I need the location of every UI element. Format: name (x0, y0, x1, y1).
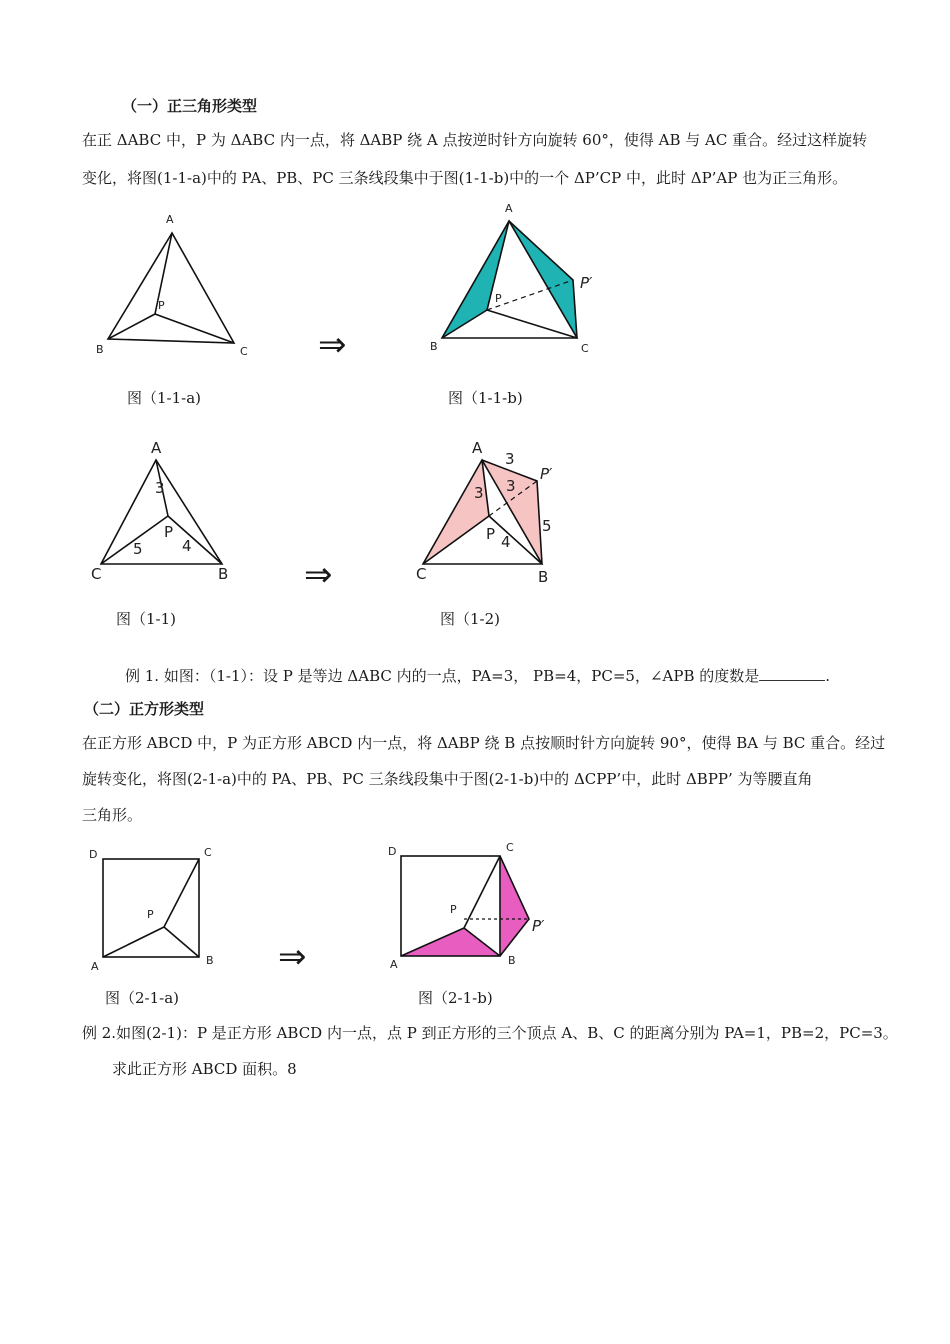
vertex-b-label: B (218, 565, 229, 583)
vertex-a-label: A (151, 439, 162, 457)
point-p-label: P (450, 903, 457, 916)
vertex-d-label: D (89, 848, 98, 861)
arrow-3: ⇒ (278, 937, 307, 977)
length-ap-prime-label: 3 (505, 450, 515, 468)
point-p-label: P (486, 525, 496, 543)
section1-line1: 在正 ΔABC 中，P 为 ΔABC 内一点，将 ΔABP 绕 A 点按逆时针方向旋转 60°，使得 AB 与 AC 重合。经过这样旋转 (82, 131, 868, 149)
vertex-c-label: C (204, 846, 212, 859)
figure-1-1-a-caption: 图（1-1-a) (127, 389, 202, 407)
example2-line1: 例 2.如图(2-1)：P 是正方形 ABCD 内一点，点 P 到正方形的三个顶点 A、B、C 的距离分别为 PA=1，PB=2，PC=3。 (82, 1024, 898, 1042)
figure-1-1-b (425, 198, 615, 363)
example1-body: 例 1. 如图：（1-1）：设 P 是等边 ΔABC 内的一点，PA=3， PB=4，PC=5，∠APB 的度数是 (125, 667, 760, 685)
vertex-a-label: A (390, 958, 398, 971)
section2-line1: 在正方形 ABCD 中，P 为正方形 ABCD 内一点，将 ΔABP 绕 B 点按顺时针方向旋转 90°，使得 BA 与 BC 重合。经过 (82, 734, 886, 752)
vertex-b-label: B (96, 343, 104, 356)
figure-2-1-a (86, 845, 226, 975)
example2-line2: 求此正方形 ABCD 面积。8 (112, 1060, 297, 1078)
answer-blank (759, 666, 825, 681)
vertex-c-label: C (240, 345, 248, 358)
section2-heading: （二）正方形类型 (84, 700, 205, 718)
figure-1-2-caption: 图（1-2) (440, 610, 501, 628)
vertex-b-label: B (430, 340, 438, 353)
point-p-label: P (495, 292, 502, 305)
figure-1-1-a (90, 205, 260, 365)
vertex-b-label: B (538, 568, 549, 586)
vertex-b-label: B (206, 954, 214, 967)
length-pa-label: 3 (155, 479, 165, 497)
length-pb-label: 4 (501, 533, 511, 551)
figure-2-1-b (384, 838, 564, 978)
figure-2-1-a-caption: 图（2-1-a) (105, 989, 180, 1007)
figure-2-1-b-caption: 图（2-1-b) (418, 989, 493, 1007)
figure-1-2 (410, 436, 580, 591)
vertex-c-label: C (416, 565, 427, 583)
point-p-label: P (158, 299, 165, 312)
length-ap-label: 3 (474, 484, 484, 502)
point-p-prime-label: P′ (540, 465, 553, 483)
section2-line2: 旋转变化，将图(2-1-a)中的 PA、PB、PC 三条线段集中于图(2-1-b)中的 ΔCPP’中，此时 ΔBPP’ 为等腰直角 (82, 770, 813, 788)
figure-1-1-caption: 图（1-1) (116, 610, 177, 628)
length-pc-label: 5 (133, 540, 143, 558)
vertex-d-label: D (388, 845, 397, 858)
arrow-2: ⇒ (304, 555, 333, 595)
vertex-a-label: A (91, 960, 99, 973)
section1-line2: 变化，将图(1-1-a)中的 PA、PB、PC 三条线段集中于图(1-1-b)中的一个 ΔP’CP 中，此时 ΔP’AP 也为正三角形。 (82, 169, 848, 187)
vertex-a-label: A (166, 213, 174, 226)
length-pb-label: 4 (182, 537, 192, 555)
vertex-c-label: C (91, 565, 102, 583)
length-p-prime-b-label: 5 (542, 517, 552, 535)
example1-end: . (825, 667, 831, 685)
example1-text (125, 666, 830, 686)
vertex-a-label: A (472, 439, 483, 457)
vertex-c-label: C (506, 841, 514, 854)
point-p-label: P (147, 908, 154, 921)
vertex-a-label: A (505, 202, 513, 215)
section1-heading: （一）正三角形类型 (122, 97, 258, 115)
vertex-c-label: C (581, 342, 589, 355)
figure-1-1-b-caption: 图（1-1-b) (448, 389, 523, 407)
section2-line3: 三角形。 (82, 806, 143, 824)
arrow-1: ⇒ (318, 325, 347, 365)
point-p-prime-label: P′ (580, 274, 593, 292)
point-p-label: P (164, 523, 174, 541)
figure-1-1 (88, 436, 248, 591)
vertex-b-label: B (508, 954, 516, 967)
length-pp-prime-label: 3 (506, 477, 516, 495)
point-p-prime-label: P′ (532, 917, 545, 935)
